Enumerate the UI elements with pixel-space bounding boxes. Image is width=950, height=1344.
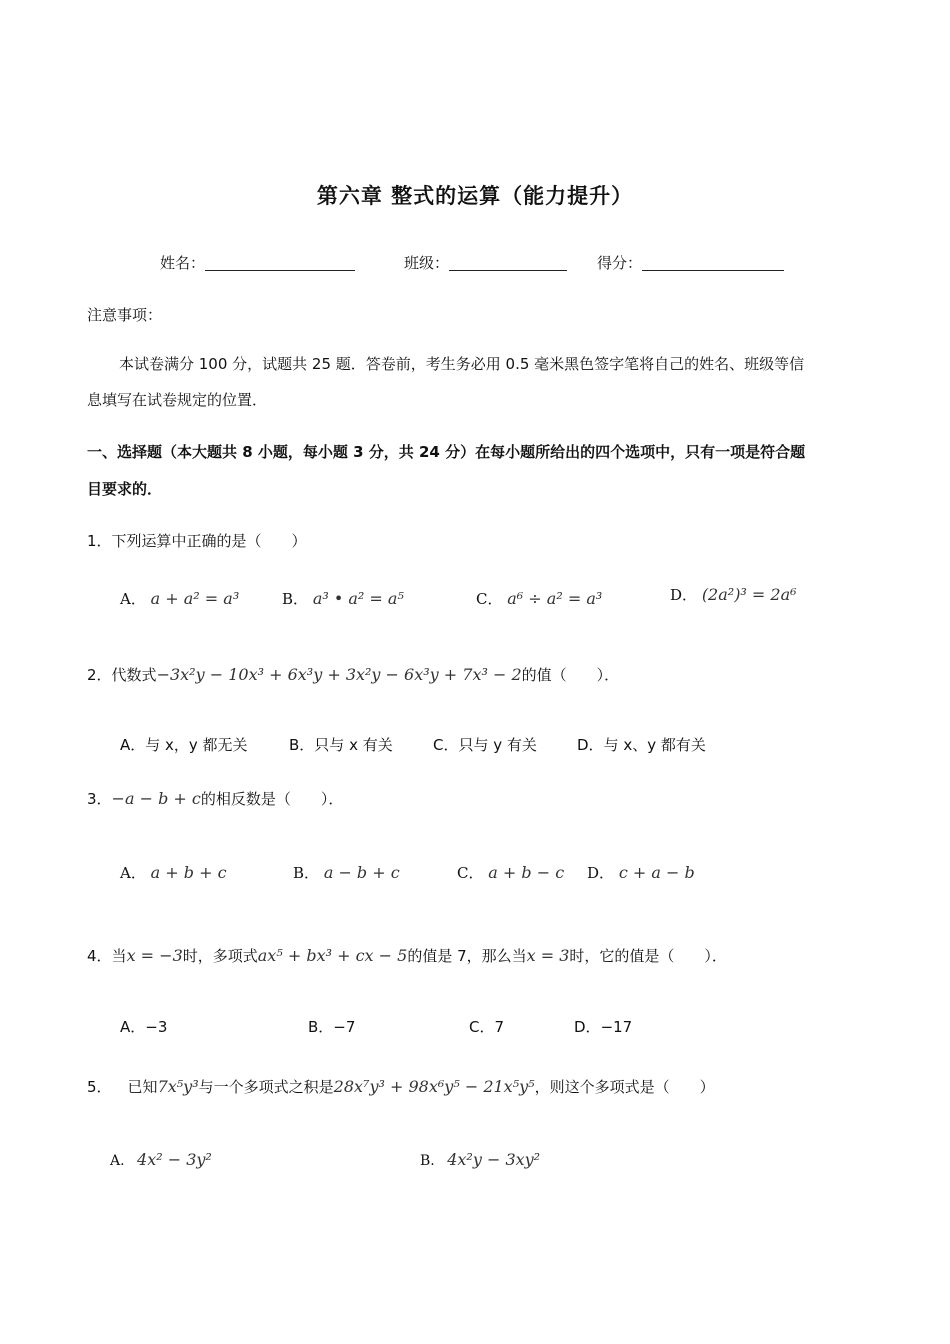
question-expr: 7x⁵y³ — [157, 1077, 199, 1096]
option-expr: 4x² − 3y² — [137, 1150, 212, 1169]
option-text: 7 — [494, 1018, 505, 1036]
question-expr: x = −3 — [126, 946, 183, 965]
q2-option-d[interactable] — [577, 734, 706, 755]
question-number: 4． — [87, 947, 112, 965]
question-expr: ax⁵ + bx³ + cx − 5 — [257, 946, 408, 965]
option-text: −3 — [145, 1018, 168, 1036]
option-label: A. — [110, 1153, 125, 1169]
question-text: 与一个多项式之积是 — [198, 1078, 334, 1096]
class-label: 班级： — [404, 254, 450, 272]
name-label: 姓名： — [160, 254, 206, 272]
section-heading-line-1: 一、选择题（本大题共 8 小题，每小题 3 分，共 24 分）在每小题所给出的四个选项中，只有一项是符合题 — [87, 443, 806, 461]
question-1 — [87, 530, 307, 551]
section-heading-line-2: 目要求的． — [87, 480, 163, 498]
question-text: 时，多项式 — [182, 947, 258, 965]
q4-option-a[interactable] — [120, 1016, 167, 1037]
q2-option-a[interactable] — [120, 734, 248, 755]
option-label: A． — [120, 864, 146, 882]
option-expr: c + a − b — [618, 863, 695, 882]
score-blank — [642, 255, 784, 271]
option-label: C． — [457, 864, 484, 882]
question-text: ，则这个多项式是（ ） — [534, 1078, 715, 1096]
question-text: 时，它的值是（ ）． — [569, 947, 727, 965]
page-title: 第六章 整式的运算（能力提升） — [316, 184, 634, 208]
q4-option-c[interactable] — [469, 1016, 504, 1037]
option-expr: a − b + c — [323, 863, 400, 882]
class-field — [404, 252, 567, 273]
option-label: C． — [476, 590, 503, 608]
option-label: B． — [293, 864, 320, 882]
question-number: 2． — [87, 666, 112, 684]
name-field — [160, 252, 355, 273]
q4-option-b[interactable] — [308, 1016, 355, 1037]
question-expr: 28x⁷y³ + 98x⁶y⁵ − 21x⁵y⁵ — [333, 1077, 535, 1096]
question-text: 的值是 7，那么当 — [407, 947, 527, 965]
option-expr: a + a² = a³ — [150, 589, 240, 608]
q4-option-d[interactable] — [574, 1016, 632, 1037]
q1-option-a[interactable] — [120, 588, 239, 609]
option-label: B． — [282, 590, 309, 608]
option-text: 与 x，y 都无关 — [145, 736, 248, 754]
q3-option-d[interactable] — [587, 862, 695, 883]
question-3 — [87, 788, 343, 809]
question-number: 3． — [87, 790, 112, 808]
option-expr: a³ • a² = a⁵ — [312, 589, 404, 608]
option-label: B． — [289, 736, 315, 754]
notice-line-1: 本试卷满分 100 分，试题共 25 题．答卷前，考生务必用 0.5 毫米黑色签字笔将自己的姓名、班级等信 — [119, 355, 805, 373]
option-label: C． — [433, 736, 459, 754]
option-text: 只与 y 有关 — [458, 736, 537, 754]
option-label: B. — [420, 1153, 435, 1169]
q5-option-b[interactable] — [420, 1150, 540, 1169]
name-blank — [205, 255, 355, 271]
option-label: A． — [120, 590, 146, 608]
score-field — [597, 252, 784, 273]
q3-option-a[interactable] — [120, 862, 227, 883]
q5-option-a[interactable] — [110, 1150, 212, 1169]
question-text: 下列运算中正确的是（ ） — [111, 532, 307, 550]
option-label: D． — [670, 586, 698, 604]
option-label: A． — [120, 1018, 146, 1036]
option-label: D． — [574, 1018, 601, 1036]
option-expr: 4x²y − 3xy² — [447, 1150, 541, 1169]
question-text: 已知 — [127, 1078, 158, 1096]
option-expr: a + b + c — [150, 863, 227, 882]
q1-option-b[interactable] — [282, 588, 404, 609]
q2-option-b[interactable] — [289, 734, 393, 755]
option-text: −17 — [600, 1018, 633, 1036]
question-5 — [87, 1076, 715, 1097]
option-text: 只与 x 有关 — [314, 736, 393, 754]
question-number: 1． — [87, 532, 112, 550]
question-expr: −a − b + c — [111, 789, 201, 808]
option-label: D． — [587, 864, 615, 882]
question-number: 5． — [87, 1078, 112, 1096]
option-text: −7 — [333, 1018, 356, 1036]
option-expr: (2a²)³ = 2a⁶ — [701, 585, 797, 604]
class-blank — [449, 255, 567, 271]
question-text: 的值（ ）． — [521, 666, 620, 684]
question-expr: x = 3 — [526, 946, 570, 965]
option-expr: a⁶ ÷ a² = a³ — [507, 589, 603, 608]
question-2 — [87, 664, 619, 685]
question-text: 代数式 — [111, 666, 157, 684]
notice-line-2: 息填写在试卷规定的位置． — [87, 391, 268, 409]
q1-option-d[interactable] — [670, 584, 797, 605]
question-4 — [87, 945, 727, 966]
score-label: 得分： — [597, 254, 643, 272]
question-text: 的相反数是（ ）． — [200, 790, 344, 808]
option-label: A． — [120, 736, 146, 754]
option-label: B． — [308, 1018, 334, 1036]
option-text: 与 x、y 都有关 — [603, 736, 706, 754]
notice-heading: 注意事项： — [87, 306, 163, 324]
option-label: D． — [577, 736, 604, 754]
q2-option-c[interactable] — [433, 734, 537, 755]
q3-option-b[interactable] — [293, 862, 400, 883]
option-label: C． — [469, 1018, 495, 1036]
q3-option-c[interactable] — [457, 862, 564, 883]
question-text: 当 — [111, 947, 127, 965]
question-expr: −3x²y − 10x³ + 6x³y + 3x²y − 6x³y + 7x³ − 2 — [156, 665, 522, 684]
q1-option-c[interactable] — [476, 588, 602, 609]
option-expr: a + b − c — [488, 863, 565, 882]
